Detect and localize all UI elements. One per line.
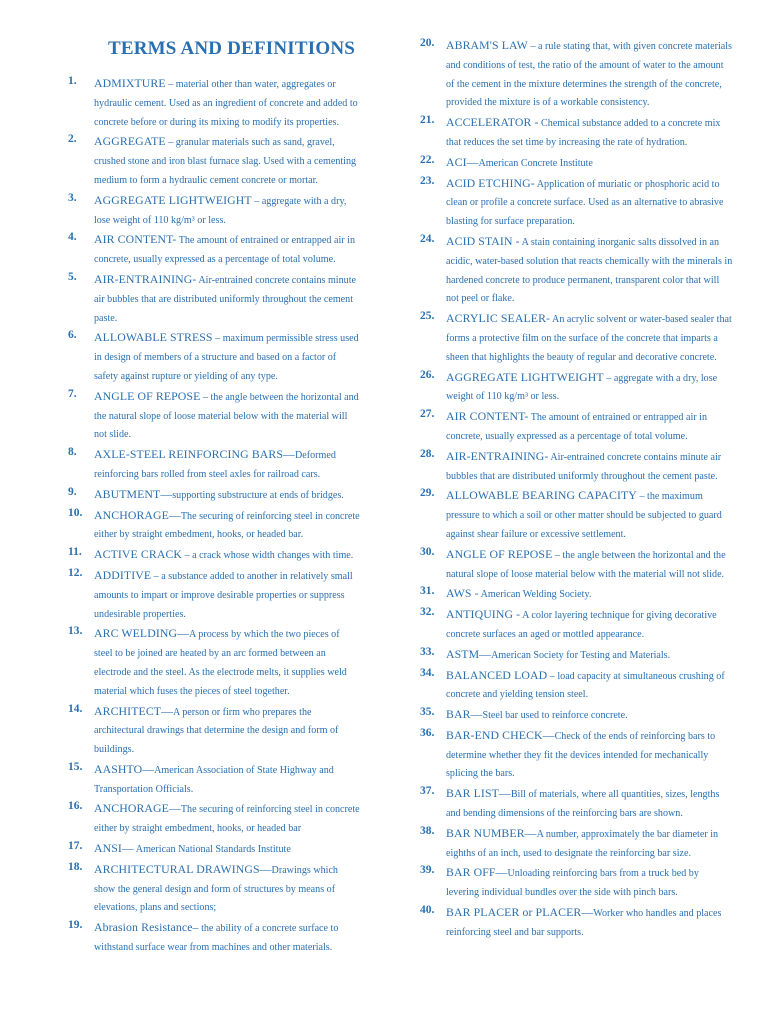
- term-name: ANCHORAGE—: [94, 507, 181, 522]
- item-number: 39.: [420, 864, 435, 877]
- definition-item: [68, 860, 360, 916]
- definition-item: [420, 666, 734, 704]
- item-number: 7.: [68, 387, 77, 400]
- definition-item: [68, 799, 360, 837]
- definition-entry: [446, 903, 734, 941]
- right-column-list: [420, 36, 734, 943]
- term-definition: – aggregate with a dry, lose weight of 110 kg/m³ or less.: [446, 372, 718, 403]
- definition-entry: [94, 545, 360, 564]
- term-definition: – a rule stating that, with given concrete materials and conditions of test, the ratio of the amount of water to the amount of the cement in the mixture determines the strength of the concrete, provided the mixture is of a workable consistency.: [446, 41, 732, 109]
- definition-item: [420, 545, 734, 583]
- item-number: 21.: [420, 114, 435, 127]
- term-definition: – granular materials such as sand, gravel, crushed stone and iron blast furnace slag. Used with a cementing medium to form a hydraulic cement concrete or mortar.: [94, 137, 357, 186]
- term-definition: – material other than water, aggregates or hydraulic cement. Used as an ingredient of concrete and added to concrete before or during its mixing to modify its properties.: [94, 79, 358, 128]
- definition-entry: [446, 447, 734, 485]
- term-name: ACTIVE CRACK: [94, 547, 183, 562]
- term-name: AIR CONTENT-: [446, 409, 529, 424]
- definition-item: [68, 230, 360, 268]
- definition-item: [68, 191, 360, 229]
- item-number: 37.: [420, 785, 435, 798]
- definition-item: [68, 445, 360, 483]
- definition-item: [420, 784, 734, 822]
- item-number: 40.: [420, 904, 435, 917]
- item-number: 32.: [420, 606, 435, 619]
- term-definition: supporting substructure at ends of bridges.: [172, 489, 344, 501]
- term-definition: Worker who handles and places reinforcing steel and bar supports.: [446, 908, 722, 938]
- definition-entry: [446, 784, 734, 822]
- definition-item: [420, 584, 734, 603]
- definition-entry: [94, 485, 360, 504]
- definition-entry: [94, 702, 360, 758]
- definition-item: [68, 74, 360, 130]
- definition-entry: [446, 605, 734, 643]
- item-number: 1.: [68, 75, 77, 87]
- item-number: 29.: [420, 487, 435, 500]
- term-name: ALLOWABLE STRESS: [94, 330, 213, 345]
- definition-entry: [446, 666, 734, 704]
- term-definition: A number, approximately the bar diameter in eighths of an inch, used to designate the reinforcing bar size.: [446, 828, 719, 859]
- definition-entry: [446, 486, 734, 542]
- term-definition: Steel bar used to reinforce concrete.: [482, 710, 628, 722]
- definition-entry: [94, 624, 360, 699]
- definition-entry: [446, 36, 734, 111]
- term-definition: A color layering technique for giving decorative concrete surfaces an aged or mottled appearance.: [446, 610, 717, 640]
- term-definition: – the maximum pressure to which a soil or other matter should be subjected to guard against shear failure or excessive settlement.: [446, 491, 722, 540]
- definition-item: [68, 328, 360, 384]
- term-name: AGGREGATE LIGHTWEIGHT: [446, 369, 604, 384]
- item-number: 31.: [420, 585, 435, 598]
- term-definition: – maximum permissible stress used in design of members of a structure and based on a factor of safety against rupture or yielding of any type.: [94, 333, 359, 382]
- definition-entry: [446, 153, 734, 172]
- item-number: 10.: [68, 506, 83, 519]
- definition-item: [420, 863, 734, 901]
- term-name: Abrasion Resistance–: [94, 920, 199, 935]
- definition-entry: [446, 309, 734, 365]
- definition-entry: [94, 760, 360, 798]
- definition-entry: [446, 368, 734, 406]
- definition-entry: [446, 863, 734, 901]
- definition-item: [420, 174, 734, 230]
- term-definition: American Welding Society.: [478, 589, 592, 601]
- term-definition: A process by which the two pieces of steel to be joined are heated by an arc formed between an electrode and the steel. As the electrode melts, it supplies weld material which fuses the pieces of steel together.: [94, 629, 347, 697]
- item-number: 24.: [420, 232, 435, 245]
- term-name: AIR-ENTRAINING-: [446, 448, 549, 463]
- definition-entry: [94, 918, 360, 956]
- term-definition: the ability of a concrete surface to withstand surface wear from machines and other materials.: [94, 923, 339, 954]
- definition-entry: [446, 407, 734, 445]
- definition-entry: [446, 824, 734, 862]
- definition-entry: [94, 191, 360, 229]
- definition-item: [68, 506, 360, 544]
- definition-item: [68, 760, 360, 798]
- item-number: 15.: [68, 760, 83, 773]
- term-name: ABRAM'S LAW: [446, 38, 528, 52]
- term-definition: Drawings which show the general design and form of structures by means of elevations, plans and sections;: [94, 864, 338, 914]
- definition-entry: [94, 132, 360, 188]
- term-name: BALANCED LOAD: [446, 667, 548, 682]
- term-name: ANTIQUING -: [446, 607, 521, 622]
- item-number: 23.: [420, 174, 435, 187]
- term-name: ARCHITECTURAL DRAWINGS—: [94, 861, 272, 876]
- item-number: 20.: [420, 37, 435, 49]
- definition-entry: [94, 270, 360, 326]
- term-name: ARC WELDING—: [94, 626, 190, 641]
- item-number: 26.: [420, 368, 435, 381]
- term-definition: – the angle between the horizontal and the natural slope of loose material below with the material will not slide.: [446, 549, 726, 580]
- definition-item: [420, 153, 734, 172]
- definition-item: [420, 368, 734, 406]
- item-number: 4.: [68, 231, 77, 244]
- term-name: ACRYLIC SEALER-: [446, 311, 551, 326]
- definition-entry: [446, 232, 734, 307]
- term-name: ADMIXTURE: [94, 76, 166, 90]
- definition-entry: [446, 705, 734, 724]
- definition-entry: [446, 113, 734, 151]
- definition-entry: [446, 645, 734, 664]
- page-title: TERMS AND DEFINITIONS: [108, 38, 356, 59]
- item-number: 25.: [420, 310, 435, 323]
- left-column-list: [68, 74, 360, 958]
- definition-entry: [94, 506, 360, 544]
- term-name: AIR-ENTRAINING-: [94, 271, 197, 286]
- item-number: 12.: [68, 566, 83, 579]
- definition-item: [420, 824, 734, 862]
- definition-entry: [94, 566, 360, 622]
- item-number: 14.: [68, 702, 83, 715]
- definition-item: [420, 486, 734, 542]
- item-number: 13.: [68, 625, 83, 638]
- term-definition: An acrylic solvent or water-based sealer that forms a protective film on the surface of the concrete that imparts a sheen that highlights the beauty of regular and decorative concrete.: [446, 314, 732, 363]
- term-definition: The securing of reinforcing steel in concrete either by straight embedment, hooks, or headed bar.: [94, 510, 360, 541]
- term-name: BAR OFF—: [446, 865, 508, 880]
- item-number: 16.: [68, 800, 83, 813]
- term-name: ADDITIVE: [94, 567, 152, 582]
- item-number: 30.: [420, 545, 435, 558]
- term-definition: – load capacity at simultaneous crushing of concrete and yielding tension steel.: [446, 670, 725, 701]
- term-definition: Application of muriatic or phosphoric acid to clean or profile a concrete surface. Used as an alternative to abrasive blasting for surface preparation.: [446, 178, 724, 228]
- definition-item: [68, 566, 360, 622]
- term-definition: Unloading reinforcing bars from a truck bed by levering individual bundles over the side with pinch bars.: [446, 868, 699, 899]
- item-number: 2.: [68, 133, 77, 146]
- definition-entry: [94, 328, 360, 384]
- item-number: 9.: [68, 485, 77, 498]
- term-name: ACCELERATOR -: [446, 115, 539, 130]
- item-number: 5.: [68, 270, 77, 283]
- definition-item: [420, 605, 734, 643]
- term-name: AGGREGATE: [94, 134, 166, 149]
- definition-item: [68, 485, 360, 504]
- definition-item: [420, 407, 734, 445]
- term-name: ANGLE OF REPOSE: [94, 388, 201, 403]
- term-definition: A person or firm who prepares the architectural drawings that determine the design and form of buildings.: [94, 706, 339, 756]
- definition-item: [68, 624, 360, 699]
- definition-item: [420, 645, 734, 664]
- item-number: 18.: [68, 860, 83, 873]
- term-name: ACI—: [446, 154, 479, 169]
- item-number: 28.: [420, 447, 435, 460]
- term-name: BAR PLACER or PLACER—: [446, 905, 594, 920]
- item-number: 6.: [68, 329, 77, 342]
- term-definition: Air-entrained concrete contains minute air bubbles that are distributed uniformly throughout the cement paste.: [446, 451, 722, 482]
- term-definition: – aggregate with a dry, lose weight of 110 kg/m³ or less.: [94, 195, 347, 226]
- term-name: BAR NUMBER—: [446, 825, 537, 840]
- definition-item: [420, 705, 734, 724]
- term-name: ANGLE OF REPOSE: [446, 546, 553, 561]
- item-number: 8.: [68, 446, 77, 459]
- term-name: ANSI—: [94, 841, 134, 856]
- definition-entry: [94, 839, 360, 858]
- item-number: 33.: [420, 645, 435, 658]
- definition-item: [68, 387, 360, 443]
- term-definition: The amount of entrained or entrapped air in concrete, usually expressed as a percentage of total volume.: [446, 412, 707, 442]
- definition-item: [420, 36, 734, 111]
- term-name: ASTM—: [446, 646, 492, 661]
- definition-item: [420, 726, 734, 782]
- definition-item: [68, 839, 360, 858]
- term-definition: A stain containing inorganic salts dissolved in an acidic, water-based solution that reacts chemically with the minerals in hardened concrete to produce permanent, transparent color that will not peel or flake.: [446, 236, 733, 305]
- item-number: 19.: [68, 919, 83, 932]
- item-number: 3.: [68, 191, 77, 204]
- term-name: ABUTMENT—: [94, 486, 173, 501]
- item-number: 38.: [420, 824, 435, 837]
- term-definition: American Concrete Institute: [478, 157, 593, 169]
- definition-entry: [446, 726, 734, 782]
- definition-entry: [94, 799, 360, 837]
- definition-item: [68, 132, 360, 188]
- term-definition: – a crack whose width changes with time.: [182, 550, 354, 562]
- item-number: 27.: [420, 408, 435, 421]
- term-definition: – the angle between the horizontal and the natural slope of loose material below with the material will not slide.: [94, 391, 359, 441]
- definition-entry: [446, 174, 734, 230]
- term-name: BAR LIST—: [446, 786, 511, 801]
- term-definition: American Association of State Highway and Transportation Officials.: [94, 764, 334, 795]
- term-definition: – a substance added to another in relatively small amounts to impart or improve desirable properties or suppress undesirable properties.: [94, 570, 353, 620]
- term-definition: Check of the ends of reinforcing bars to determine whether they fit the devices intended for mechanically splicing the bars.: [446, 730, 716, 780]
- term-name: AASHTO—: [94, 761, 155, 776]
- definition-item: [420, 447, 734, 485]
- term-name: BAR-END CHECK—: [446, 727, 555, 742]
- term-name: ACID STAIN -: [446, 233, 520, 248]
- definition-item: [420, 903, 734, 941]
- item-number: 22.: [420, 153, 435, 166]
- definition-entry: [94, 74, 360, 130]
- item-number: 17.: [68, 840, 83, 853]
- term-definition: Chemical substance added to a concrete mix that reduces the set time by increasing the rate of hydration.: [446, 118, 721, 148]
- definition-item: [420, 232, 734, 307]
- term-name: ALLOWABLE BEARING CAPACITY: [446, 488, 637, 503]
- definition-entry: [94, 860, 360, 916]
- term-name: ANCHORAGE—: [94, 801, 181, 816]
- term-name: AWS -: [446, 586, 479, 601]
- term-name: ACID ETCHING-: [446, 175, 535, 190]
- definition-entry: [446, 545, 734, 583]
- term-name: ARCHITECT—: [94, 703, 173, 718]
- term-name: AIR CONTENT-: [94, 232, 177, 247]
- term-definition: American National Standards Institute: [133, 844, 291, 856]
- definition-item: [68, 545, 360, 564]
- definition-entry: [94, 445, 360, 483]
- term-definition: Air-entrained concrete contains minute air bubbles that are distributed uniformly throughout the cement paste.: [94, 274, 356, 324]
- term-name: BAR—: [446, 707, 483, 722]
- term-definition: American Society for Testing and Materials.: [491, 649, 671, 661]
- item-number: 35.: [420, 706, 435, 719]
- item-number: 11.: [68, 546, 82, 559]
- definition-entry: [446, 584, 734, 603]
- term-name: AGGREGATE LIGHTWEIGHT: [94, 192, 252, 207]
- definition-item: [68, 702, 360, 758]
- definition-item: [68, 270, 360, 326]
- definition-item: [420, 309, 734, 365]
- term-definition: The amount of entrained or entrapped air in concrete, usually expressed as a percentage of total volume.: [94, 235, 355, 266]
- item-number: 34.: [420, 666, 435, 679]
- definition-entry: [94, 387, 360, 443]
- definition-item: [420, 113, 734, 151]
- term-definition: Bill of materials, where all quantities, sizes, lengths and bending dimensions of the reinforcing bars are shown.: [446, 789, 720, 820]
- term-definition: Deformed reinforcing bars rolled from steel axles for railroad cars.: [94, 450, 336, 480]
- definition-item: [68, 918, 360, 956]
- item-number: 36.: [420, 726, 435, 739]
- definition-entry: [94, 230, 360, 268]
- term-definition: The securing of reinforcing steel in concrete either by straight embedment, hooks, or headed bar: [94, 804, 360, 835]
- term-name: AXLE-STEEL REINFORCING BARS—: [94, 447, 295, 462]
